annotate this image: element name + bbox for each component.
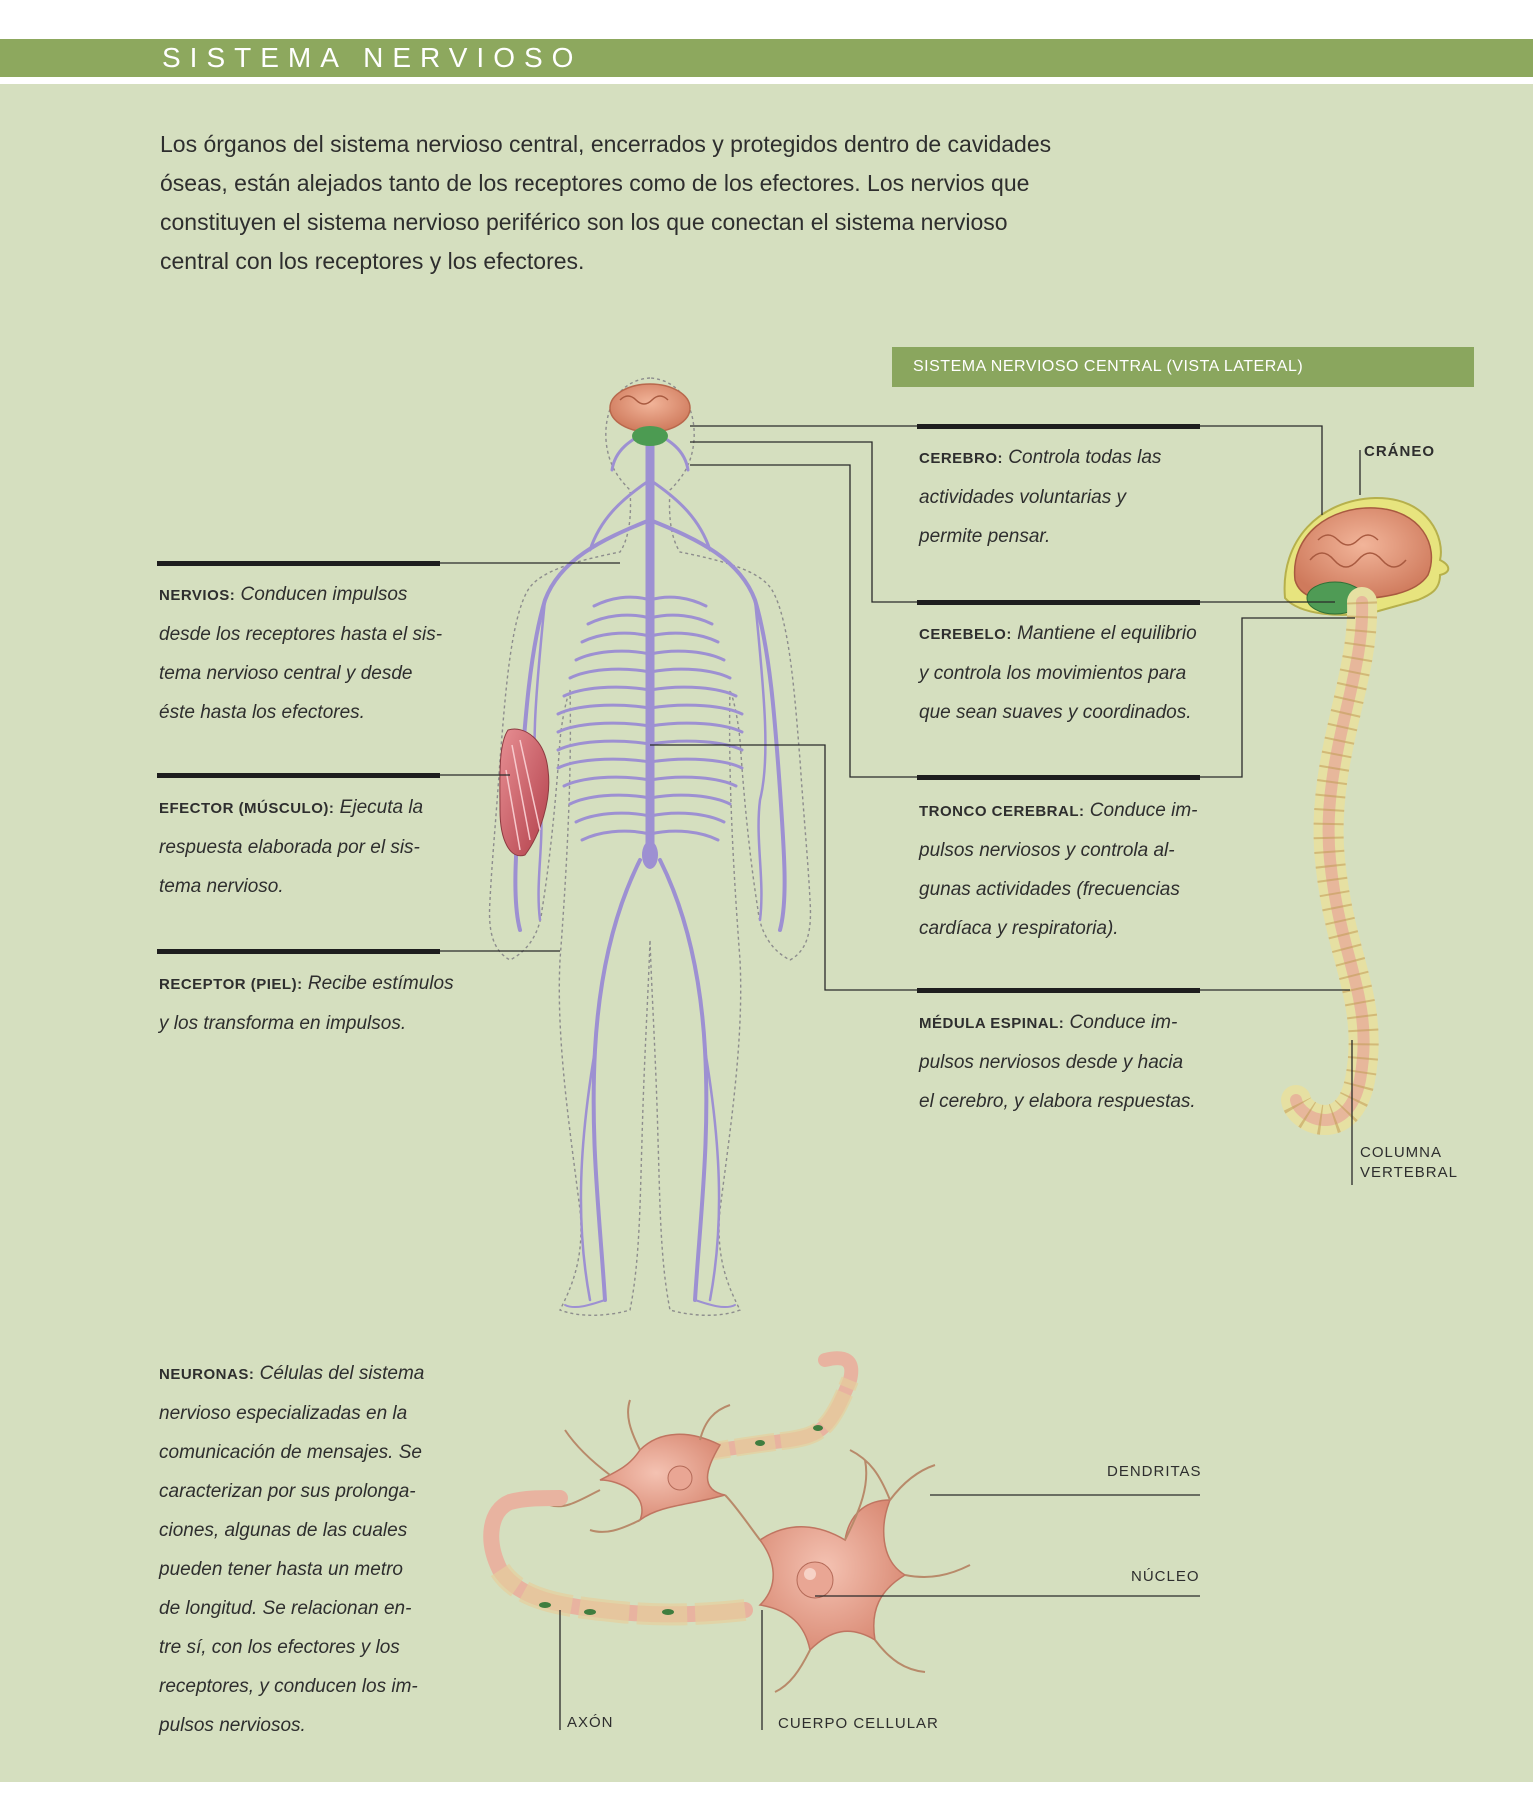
rule-medula: [917, 988, 1200, 993]
rib-nerve: [558, 741, 650, 750]
rib-nerve: [650, 687, 736, 696]
lateral-cns: [1285, 498, 1449, 1120]
label-tronco-cerebral: [919, 791, 1229, 948]
term-medula-espinal: MÉDULA ESPINAL:: [919, 1015, 1065, 1032]
rib-nerve: [650, 615, 712, 624]
desc-line: Mantiene el equilibrio: [1011, 623, 1197, 644]
intro-line: Los órganos del sistema nervioso central, encerrados y protegidos dentro de cavidades: [160, 131, 1052, 157]
rib-nerve: [558, 759, 650, 768]
desc-line: comunicación de mensajes. Se: [159, 1442, 422, 1463]
rib-nerve: [564, 687, 650, 696]
rib-nerve: [650, 813, 724, 822]
rib-nerve: [558, 705, 650, 714]
term-cerebro: CEREBRO:: [919, 450, 1004, 467]
rib-nerve: [650, 777, 736, 786]
desc-line: nervioso especializadas en la: [159, 1403, 408, 1424]
label-craneo: CRÁNEO: [1364, 443, 1436, 460]
desc-line: Conduce im-: [1064, 1012, 1178, 1033]
term-cerebelo: CEREBELO:: [919, 626, 1012, 643]
rib-nerve: [570, 669, 650, 678]
desc-line: pulsos nerviosos desde y hacia: [919, 1052, 1184, 1073]
desc-line: cardíaca y respiratoria).: [919, 918, 1119, 939]
rule-cerebelo: [917, 600, 1200, 605]
label-axon: AXÓN: [567, 1714, 614, 1731]
label-receptor: [159, 964, 459, 1043]
label-nucleo: NÚCLEO: [1131, 1568, 1200, 1585]
rib-nerve: [650, 723, 742, 732]
intro-line: óseas, están alejados tanto de los receptores como de los efectores. Los nervios que: [160, 170, 1030, 196]
rule-receptor: [157, 949, 440, 954]
desc-line: Ejecuta la: [334, 797, 424, 818]
rib-nerve: [650, 759, 742, 768]
cns-section-title: SISTEMA NERVIOSO CENTRAL (VISTA LATERAL): [913, 358, 1304, 375]
desc-line: desde los receptores hasta el sis-: [159, 624, 443, 645]
rib-nerve: [576, 651, 650, 660]
neurons: [491, 1358, 970, 1692]
label-cuerpo-celular: CUERPO CELLULAR: [778, 1715, 939, 1732]
desc-line: tre sí, con los efectores y los: [159, 1637, 400, 1658]
label-columna-vertebral: [1360, 1143, 1458, 1183]
desc-line: tema nervioso central y desde: [159, 663, 413, 684]
intro-line: central con los receptores y los efectores.: [160, 248, 585, 274]
label-neuronas: [159, 1354, 459, 1745]
rib-nerve: [582, 633, 650, 642]
term-neuronas: NEURONAS:: [159, 1366, 255, 1383]
rib-nerve: [570, 795, 650, 804]
rule-tronco: [917, 775, 1200, 780]
rib-nerve: [588, 615, 650, 624]
desc-line: caracterizan por sus prolonga-: [159, 1481, 416, 1502]
upper-neuron: [550, 1358, 851, 1532]
desc-line: pueden tener hasta un metro: [159, 1559, 404, 1580]
term-tronco-cerebral: TRONCO CEREBRAL:: [919, 803, 1085, 820]
desc-line: tema nervioso.: [159, 876, 284, 897]
label-dendritas: DENDRITAS: [1107, 1463, 1202, 1480]
rib-nerve: [650, 705, 742, 714]
desc-line: y los transforma en impulsos.: [159, 1013, 407, 1034]
desc-line: pulsos nerviosos.: [159, 1715, 306, 1736]
rule-cerebro: [917, 424, 1200, 429]
desc-line: gunas actividades (frecuencias: [919, 879, 1180, 900]
desc-line: ciones, algunas de las cuales: [159, 1520, 408, 1541]
rib-nerve: [650, 651, 724, 660]
label-nervios: [159, 575, 459, 732]
desc-line: Recibe estímulos: [302, 973, 454, 994]
desc-line: respuesta elaborada por el sis-: [159, 837, 420, 858]
label-efector: [159, 788, 459, 906]
columna-line-2: VERTEBRAL: [1360, 1164, 1458, 1181]
desc-line: actividades voluntarias y: [919, 487, 1126, 508]
label-cerebelo: [919, 614, 1229, 732]
rib-nerve: [650, 597, 706, 606]
rule-efector: [157, 773, 440, 778]
rib-nerve: [650, 795, 730, 804]
desc-line: el cerebro, y elabora respuestas.: [919, 1091, 1196, 1112]
rib-nerve: [558, 723, 650, 732]
term-nervios: NERVIOS:: [159, 587, 236, 604]
lower-neuron: [491, 1450, 970, 1692]
columna-line-1: COLUMNA: [1360, 1144, 1443, 1161]
page-title: SISTEMA NERVIOSO: [162, 42, 583, 73]
desc-line: de longitud. Se relacionan en-: [159, 1598, 412, 1619]
desc-line: Conduce im-: [1084, 800, 1198, 821]
rib-nerve: [650, 831, 718, 840]
desc-line: Conducen impulsos: [235, 584, 408, 605]
label-cerebro: [919, 438, 1219, 556]
rib-nerve: [594, 597, 650, 606]
intro-line: constituyen el sistema nervioso periférico son los que conectan el sistema nervioso: [160, 209, 1008, 235]
term-receptor: RECEPTOR (PIEL):: [159, 976, 303, 993]
rib-nerve: [650, 633, 718, 642]
label-medula-espinal: [919, 1003, 1229, 1121]
rib-nerve: [576, 813, 650, 822]
desc-line: y controla los movimientos para: [919, 663, 1187, 684]
desc-line: pulsos nerviosos y controla al-: [919, 840, 1175, 861]
desc-line: Células del sistema: [254, 1363, 425, 1384]
rule-nervios: [157, 561, 440, 566]
rib-nerve: [582, 831, 650, 840]
desc-line: que sean suaves y coordinados.: [919, 702, 1192, 723]
body-brain: [610, 384, 690, 446]
rib-nerve: [650, 669, 730, 678]
term-efector: EFECTOR (MÚSCULO):: [159, 800, 335, 817]
desc-line: éste hasta los efectores.: [159, 702, 365, 723]
desc-line: permite pensar.: [919, 526, 1051, 547]
desc-line: Controla todas las: [1003, 447, 1162, 468]
rib-nerve: [564, 777, 650, 786]
nerve-network: [515, 420, 784, 1307]
desc-line: receptores, y conducen los im-: [159, 1676, 418, 1697]
